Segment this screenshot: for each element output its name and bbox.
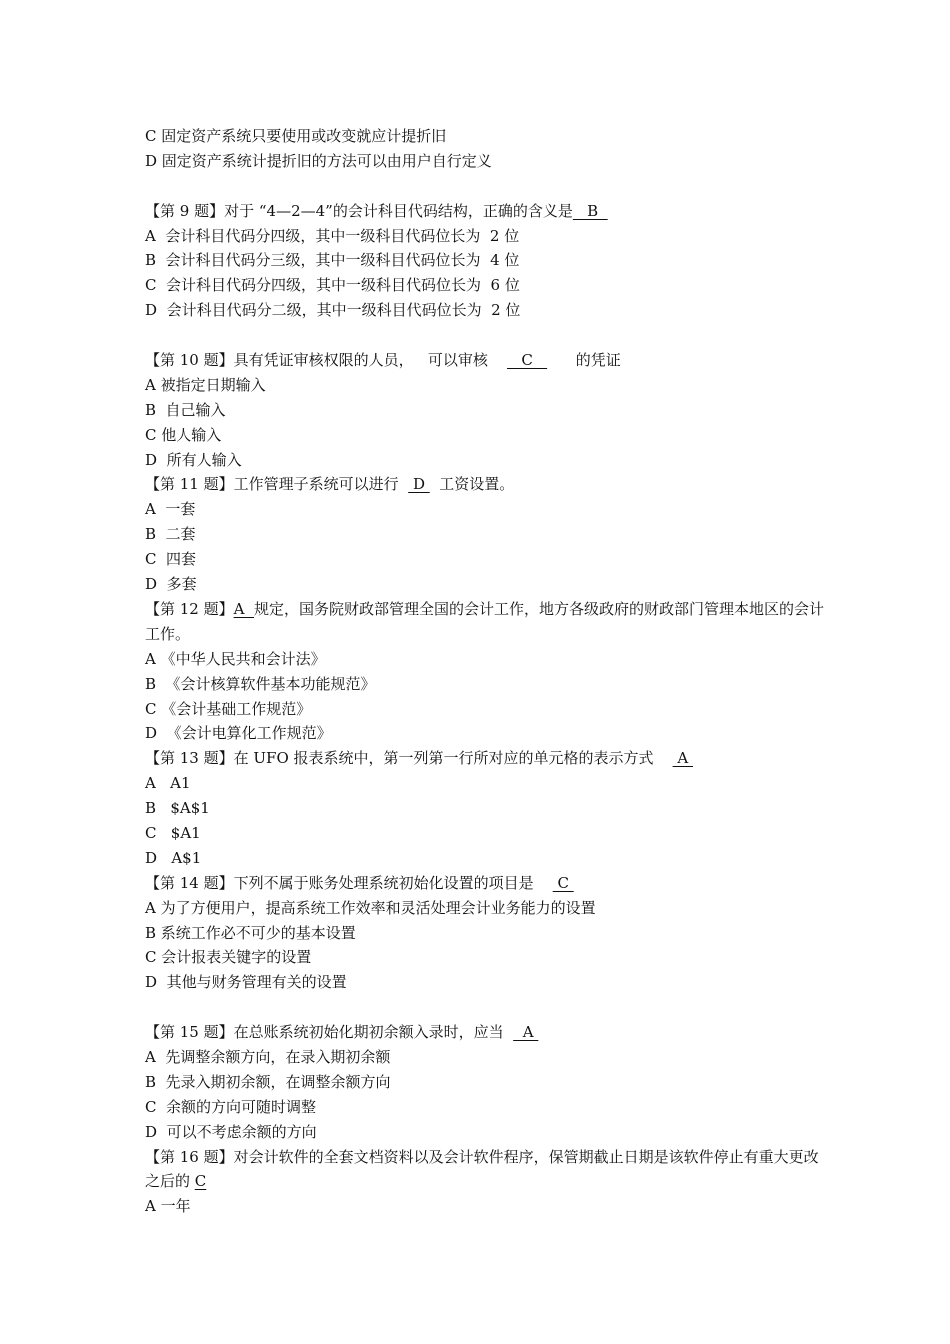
option-line: A 《中华人民共和会计法》	[145, 649, 326, 668]
option-line: B 会计科目代码分三级，其中一级科目代码位长为 4 位	[145, 251, 520, 270]
question-text: 在总账系统初始化期初余额入录时，应当	[233, 1023, 514, 1042]
answer-blank: A	[233, 599, 254, 618]
option-line: D 可以不考虑余额的方向	[145, 1122, 317, 1141]
question-text: 在 UFO 报表系统中，第一列第一行所对应的单元格的表示方式	[233, 749, 673, 768]
answer-blank: D	[408, 475, 430, 494]
question-text: 的凭证	[547, 351, 621, 370]
option-line: C 《会计基础工作规范》	[145, 699, 312, 718]
question-text: 规定，国务院财政部管理全国的会计工作，地方各级政府的财政部门管理本地区的会计工作。	[145, 599, 825, 643]
option-line: C 固定资产系统只要使用或改变就应计提折旧	[145, 127, 447, 145]
option-line: D 多套	[145, 575, 197, 594]
option-line: C 他人输入	[145, 425, 222, 444]
question-text: 具有凭证审核权限的人员， 可以审核	[233, 351, 508, 370]
option-line: B $A$1	[145, 799, 210, 818]
option-line: B 先录入期初余额，在调整余额方向	[145, 1072, 391, 1091]
answer-blank: C	[552, 873, 574, 892]
option-line: A 先调整余额方向，在录入期初余额	[145, 1047, 391, 1066]
question-text: 对会计软件的全套文档资料以及会计软件程序，保管期截止日期是该软件停止有重大更改之后的	[145, 1147, 819, 1191]
question-number: 【第 13 题】	[145, 749, 234, 768]
answer-blank: A	[672, 749, 693, 768]
question-15-stem	[145, 1020, 825, 1045]
option-line: A 会计科目代码分四级，其中一级科目代码位长为 2 位	[145, 226, 520, 245]
option-line: D 所有人输入	[145, 450, 242, 469]
question-12-stem	[145, 597, 825, 647]
option-line: A 一年	[145, 1197, 191, 1216]
question-number: 【第 11 题】	[145, 475, 234, 494]
option-line: B 《会计核算软件基本功能规范》	[145, 674, 376, 693]
option-line: A 为了方便用户，提高系统工作效率和灵活处理会计业务能力的设置	[145, 898, 596, 917]
blank-line	[145, 174, 825, 199]
answer-blank: A	[513, 1023, 539, 1042]
blank-line	[145, 323, 825, 348]
option-line: D 会计科目代码分二级，其中一级科目代码位长为 2 位	[145, 301, 521, 320]
answer-blank: B	[572, 201, 608, 220]
option-line: C 四套	[145, 550, 197, 569]
answer-blank: C	[194, 1172, 207, 1191]
option-line: B 系统工作必不可少的基本设置	[145, 923, 356, 942]
option-line: C 会计科目代码分四级，其中一级科目代码位长为 6 位	[145, 276, 520, 295]
option-line: D 《会计电算化工作规范》	[145, 724, 332, 743]
option-line: A 被指定日期输入	[145, 375, 266, 394]
question-text: 工作管理子系统可以进行	[233, 475, 409, 494]
question-number: 【第 16 题】	[145, 1147, 234, 1166]
option-line: A 一套	[145, 500, 196, 519]
question-number: 【第 10 题】	[145, 351, 234, 370]
question-number: 【第 9 题】	[145, 201, 225, 220]
document-page	[145, 124, 825, 1219]
question-text: 工资设置。	[429, 475, 515, 494]
option-line: B 自己输入	[145, 400, 226, 419]
option-line: C $A1	[145, 823, 201, 842]
question-number: 【第 12 题】	[145, 599, 234, 618]
question-text: 下列不属于账务处理系统初始化设置的项目是	[233, 873, 553, 892]
question-11-stem	[145, 472, 825, 497]
blank-line	[145, 995, 825, 1020]
option-line: D 其他与财务管理有关的设置	[145, 973, 347, 992]
answer-blank: C	[507, 351, 548, 370]
question-14-stem	[145, 871, 825, 896]
option-line: D 固定资产系统计提折旧的方法可以由用户自行定义	[145, 151, 492, 170]
question-number: 【第 14 题】	[145, 873, 234, 892]
question-9-stem	[145, 199, 825, 224]
question-16-stem	[145, 1145, 825, 1195]
option-line: C 会计报表关键字的设置	[145, 948, 312, 967]
option-line: A A1	[145, 774, 191, 793]
option-line: B 二套	[145, 525, 196, 544]
question-13-stem	[145, 746, 825, 771]
question-number: 【第 15 题】	[145, 1023, 234, 1042]
question-10-stem	[145, 348, 825, 373]
option-line: C 余额的方向可随时调整	[145, 1097, 317, 1116]
question-text: 对于 “4—2—4”的会计科目代码结构，正确的含义是	[224, 201, 573, 220]
option-line: D A$1	[145, 848, 202, 867]
